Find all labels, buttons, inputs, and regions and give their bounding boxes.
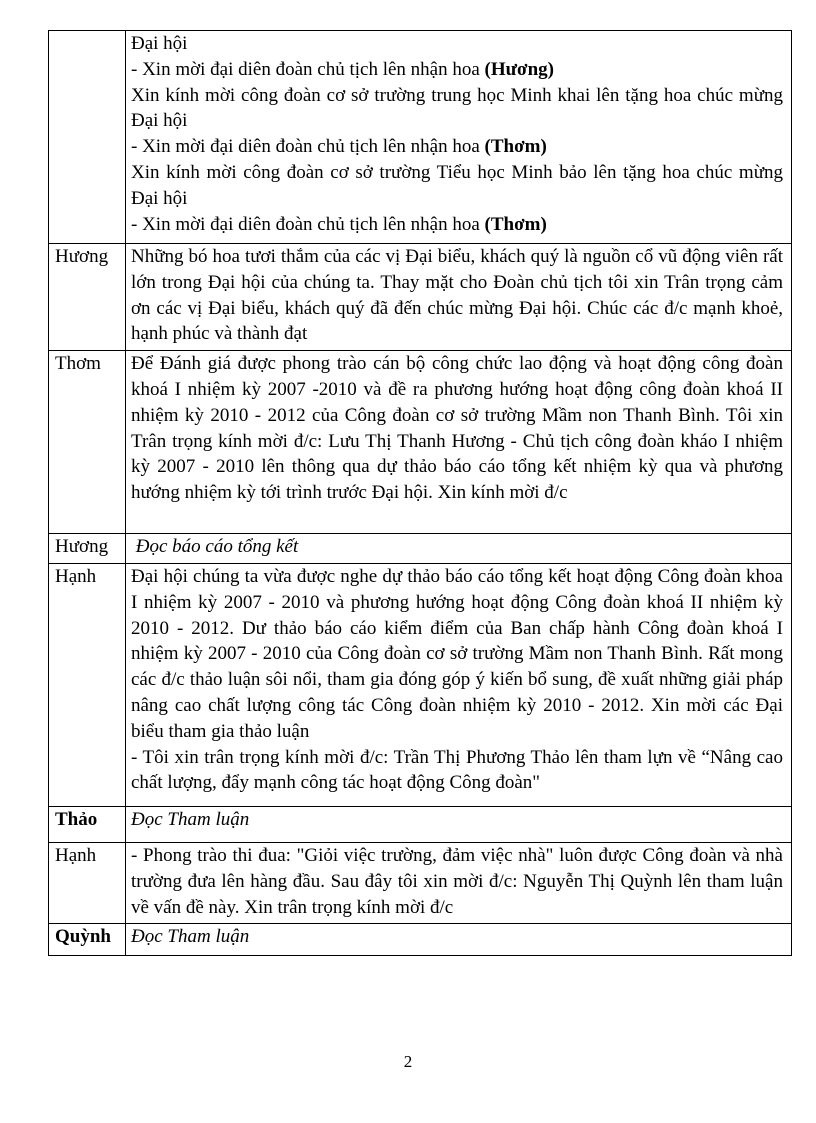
- name-tag: (Thơm): [484, 213, 547, 235]
- table-row: [49, 806, 792, 842]
- table-row: [49, 31, 792, 244]
- table-row: [49, 563, 792, 806]
- content-cell: Đọc Tham luận: [126, 924, 792, 956]
- content-line: Đại hội: [131, 33, 188, 54]
- content-paragraph: - Tôi xin trân trọng kính mời đ/c: Trần Thị Phương Thảo lên tham lựn về “Nâng cao chất lượng, đẩy mạnh công tác hoạt động Công đoàn": [131, 746, 783, 794]
- content-paragraph: Đại hội chúng ta vừa được nghe dự thảo báo cáo tổng kết hoạt động Công đoàn khoa I nhiệm kỳ 2007 - 2010 và phương hướng hoạt động Công đoàn khoá II nhiệm kỳ 2010 - 2012. Dư thảo báo cáo kiểm điểm của Ban chấp hành Công đoàn khoá I nhiệm kỳ 2007 - 2010 của Công đoàn cơ sở trường Mầm non Thanh Bình. Rất mong các đ/c thảo luận sôi nổi, tham gia đóng góp ý kiến bổ sung, đề xuất những giải pháp nâng cao chất lượng công tác Công đoàn nhiệm kỳ 2010 - 2012. Xin mời các Đại biểu tham gia thảo luận: [131, 565, 783, 742]
- speaker-cell: Hương: [49, 534, 126, 564]
- table-row: [49, 924, 792, 956]
- speaker-cell: Hạnh: [49, 563, 126, 806]
- speaker-cell: [49, 31, 126, 244]
- program-script-table: [48, 30, 792, 956]
- speaker-cell: Hạnh: [49, 842, 126, 923]
- speaker-cell: Thơm: [49, 351, 126, 534]
- content-cell: [126, 31, 792, 244]
- content-line: Xin kính mời công đoàn cơ sở trường trung học Minh khai lên tặng hoa chúc mừng Đại hội: [131, 84, 783, 132]
- speaker-cell: Quỳnh: [49, 924, 126, 956]
- table-row: [49, 351, 792, 534]
- name-tag: (Thơm): [484, 136, 547, 158]
- table-row: [49, 842, 792, 923]
- table-row: [49, 534, 792, 564]
- content-line: Xin kính mời công đoàn cơ sở trường Tiểu học Minh bảo lên tặng hoa chúc mừng Đại hội: [131, 161, 783, 209]
- content-cell: Đọc báo cáo tổng kết: [126, 534, 792, 564]
- content-cell: - Phong trào thi đua: "Giỏi việc trường, đảm việc nhà" luôn được Công đoàn và nhà trường đưa lên hàng đầu. Sau đây tôi xin mời đ/c: Nguyễn Thị Quỳnh lên tham luận về vấn đề này. Xin trân trọng kính mời đ/c: [126, 842, 792, 923]
- content-line: - Xin mời đại diên đoàn chủ tịch lên nhận hoa (Thơm): [131, 136, 547, 158]
- content-line: - Xin mời đại diên đoàn chủ tịch lên nhận hoa (Hương): [131, 58, 554, 80]
- speaker-cell: Hương: [49, 244, 126, 351]
- speaker-cell: Thảo: [49, 806, 126, 842]
- name-tag: (Hương): [484, 58, 554, 80]
- content-cell: Để Đánh giá được phong trào cán bộ công chức lao động và hoạt động công đoàn khoá I nhiệm kỳ 2007 -2010 và đề ra phương hướng hoạt động công đoàn khoá II nhiệm kỳ 2010 - 2012 của Công đoàn cơ sở trường Mầm non Thanh Bình. Tôi xin Trân trọng kính mời đ/c: Lưu Thị Thanh Hương - Chủ tịch công đoàn kháo I nhiệm kỳ 2007 - 2010 lên thông qua dự thảo báo cáo tổng kết nhiệm kỳ qua và phương hướng nhiệm kỳ tới trình trước Đại hội. Xin kính mời đ/c: [126, 351, 792, 534]
- page-number: 2: [403, 1052, 413, 1071]
- content-cell: Những bó hoa tươi thắm của các vị Đại biểu, khách quý là nguồn cổ vũ động viên rất lớn trong Đại hội của chúng ta. Thay mặt cho Đoàn chủ tịch tôi xin Trân trọng cảm ơn các vị Đại biểu, khách quý đã đến chúc mừng Đại hội. Chúc các đ/c mạnh khoẻ, hạnh phúc và thành đạt: [126, 244, 792, 351]
- content-cell: Đọc Tham luận: [126, 806, 792, 842]
- content-line: - Xin mời đại diên đoàn chủ tịch lên nhận hoa (Thơm): [131, 213, 547, 235]
- content-cell: [126, 563, 792, 806]
- table-row: [49, 244, 792, 351]
